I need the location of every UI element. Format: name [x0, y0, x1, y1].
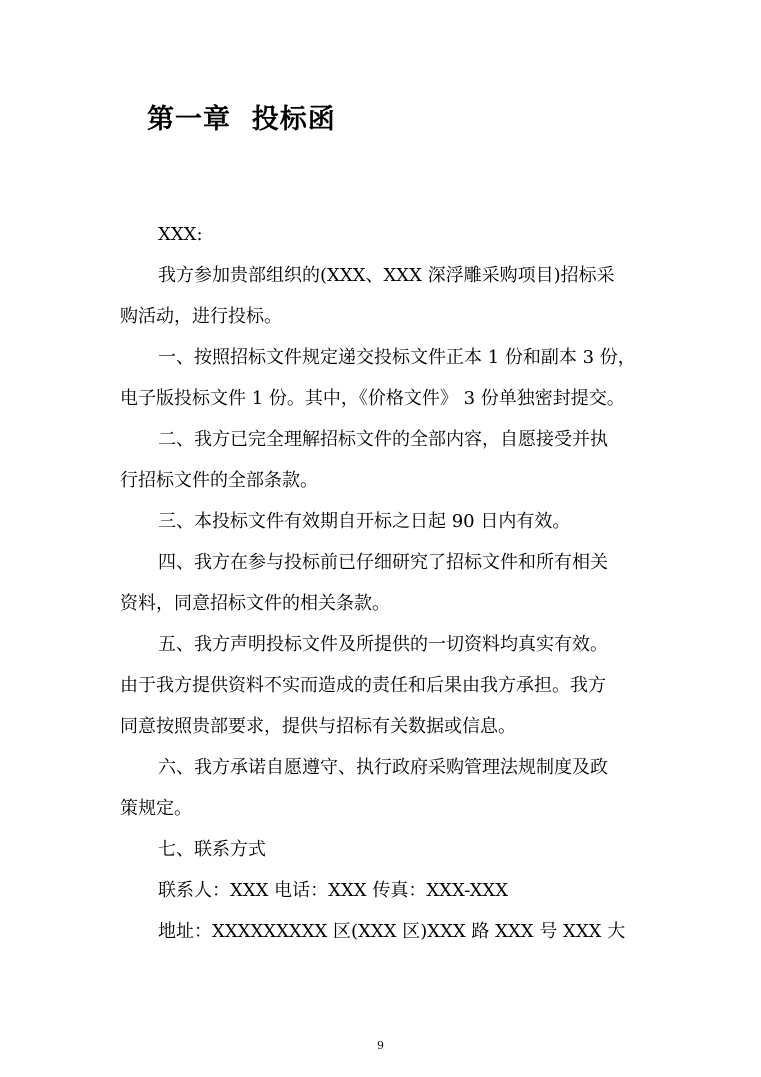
paragraph-item-5: [120, 624, 640, 747]
contact-line: 联系人：XXX 电话：XXX 传真：XXX-XXX: [158, 880, 509, 901]
paragraph-item-2: [120, 419, 640, 501]
paragraph-line: 同意按照贵部要求，提供与招标有关数据或信息。: [120, 716, 516, 737]
paragraph-line: 七、联系方式: [158, 839, 266, 860]
paragraph-participation: [120, 255, 640, 337]
addressee: XXX:: [158, 224, 203, 245]
paragraph-line: 一、按照招标文件规定递交投标文件正本 1 份和副本 3 份，: [158, 347, 636, 368]
paragraph-line: 二、我方已完全理解招标文件的全部内容，自愿接受并执: [158, 429, 608, 450]
contact-info: [120, 870, 640, 911]
page-number: 9: [377, 1039, 384, 1052]
paragraph-line: 四、我方在参与投标前已仔细研究了招标文件和所有相关: [158, 552, 608, 573]
paragraph-line: 由于我方提供资料不实而造成的责任和后果由我方承担。我方: [120, 675, 606, 696]
paragraph-item-6: [120, 747, 640, 829]
paragraph-line: 五、我方声明投标文件及所提供的一切资料均真实有效。: [158, 634, 608, 655]
paragraph-item-4: [120, 542, 640, 624]
paragraph-item-7: [120, 829, 640, 870]
paragraph-line: 购活动，进行投标。: [120, 306, 282, 327]
paragraph-item-3: [120, 501, 640, 542]
paragraph-line: 三、本投标文件有效期自开标之日起 90 日内有效。: [158, 511, 571, 532]
chapter-title: 第一章 投标函: [147, 104, 336, 135]
paragraph-line: 我方参加贵部组织的(XXX、XXX 深浮雕采购项目)招标采: [158, 265, 615, 286]
address-info: [120, 911, 640, 952]
paragraph-line: 行招标文件的全部条款。: [120, 470, 318, 491]
paragraph-line: 六、我方承诺自愿遵守、执行政府采购管理法规制度及政: [158, 757, 608, 778]
paragraph-item-1: [120, 337, 640, 419]
paragraph-line: 电子版投标文件 1 份。其中，《价格文件》 3 份单独密封提交。: [120, 388, 625, 409]
paragraph-line: 资料，同意招标文件的相关条款。: [120, 593, 390, 614]
address-line: 地址：XXXXXXXXX 区(XXX 区)XXX 路 XXX 号 XXX 大: [158, 921, 626, 942]
letter-body: [120, 214, 640, 952]
paragraph-line: 策规定。: [120, 798, 192, 819]
